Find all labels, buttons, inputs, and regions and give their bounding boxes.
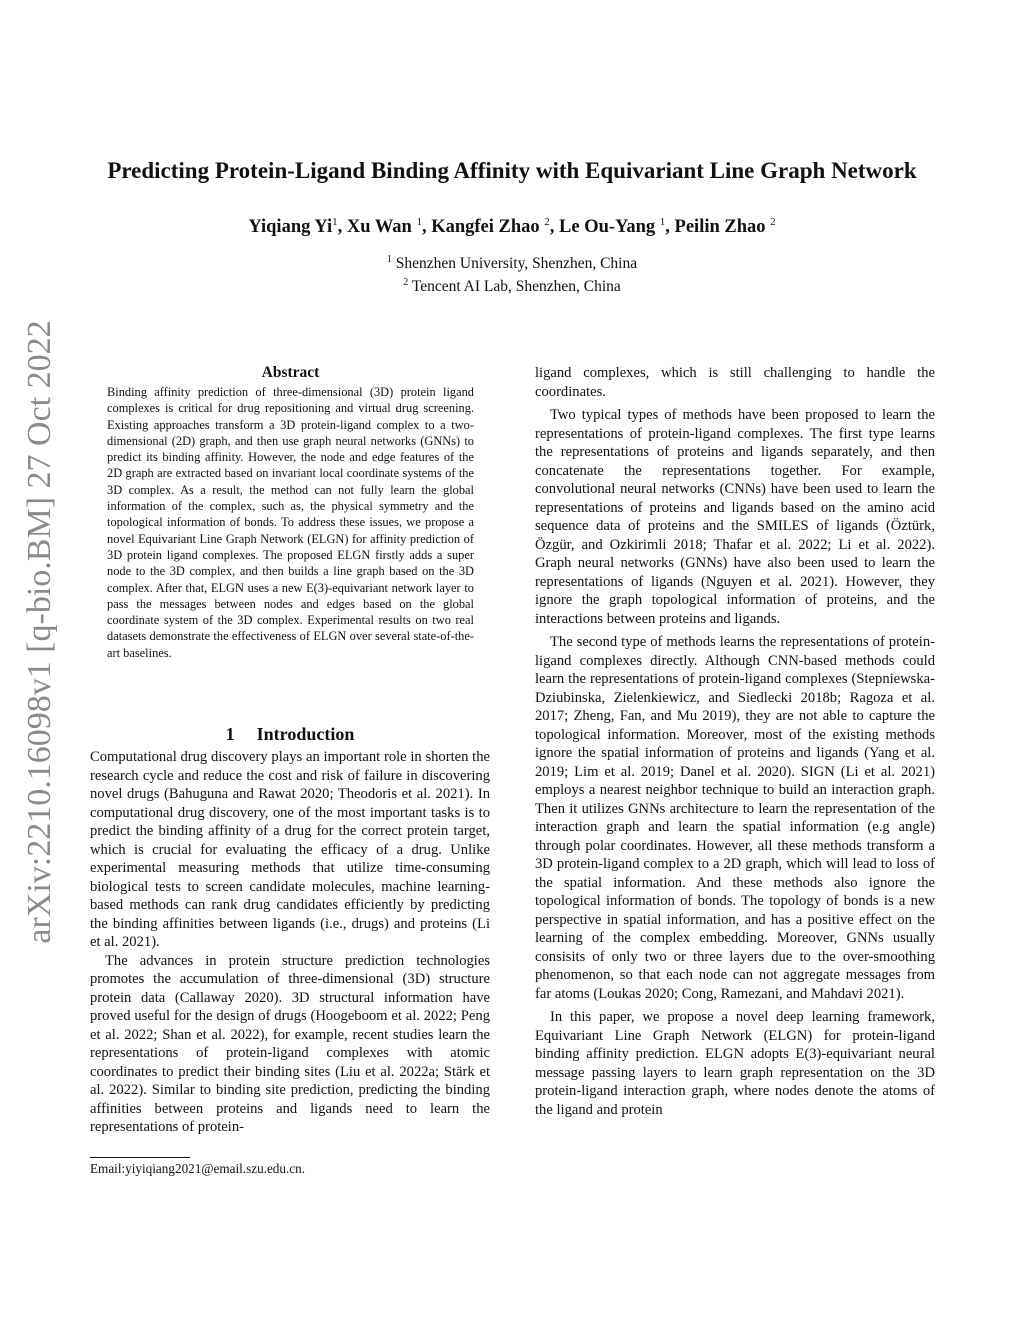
- section-number: 1: [225, 724, 235, 744]
- footnote-email: Email:yiyiqiang2021@email.szu.edu.cn.: [90, 1161, 306, 1176]
- body-paragraph: Two typical types of methods have been proposed to learn the representations of protein-ligand complexes. The first type learns the representations of proteins and ligands separately, and then concatenate the representations together. For example, convolutional neural networks (CNNs) have been used to learn the representations of proteins and ligands based on the amino acid sequence data of proteins and the SMILES of ligands (Öztürk, Özgür, and Ozkirimli 2018; Thafar et al. 2022; Li et al. 2022). Graph neural networks (GNNs) have also been used to learn the representations of ligands (Nguyen et al. 2021). However, they ignore the graph topological information of proteins, and the interactions between proteins and ligands.: [535, 407, 935, 627]
- body-paragraph: The advances in protein structure prediction technologies promotes the accumulation of three-dimensional (3D) structure protein data (Callaway 2020). 3D structural information have proved useful for the design of drugs (Hoogeboom et al. 2022; Peng et al. 2022; Shan et al. 2022), for example, recent studies learn the representations of protein-ligand complexes with atomic coordinates to predict their binding sites (Liu et al. 2022a; Stärk et al. 2022). Similar to binding site prediction, predicting the binding affinities between proteins and ligands need to learn the representations of protein-: [90, 952, 490, 1135]
- author-list: Yiqiang Yi$^1$, Xu Wan $^1$, Kangfei Zhao $^2$, Le Ou-Yang $^1$, Peilin Zhao $^2$: [248, 216, 776, 238]
- author-name: Peilin Zhao: [674, 217, 766, 238]
- arxiv-identifier[interactable]: arXiv:2210.16098v1 [q-bio.BM] 27 Oct 2022: [21, 320, 58, 944]
- author-affiliation-mark: 1: [332, 216, 338, 228]
- author-affiliation-mark: 1: [416, 216, 422, 228]
- author-name: Kangfei Zhao: [431, 217, 540, 238]
- body-paragraph: ligand complexes, which is still challenging to handle the coordinates.: [535, 365, 935, 400]
- affiliation-text: Shenzhen University, Shenzhen, China: [395, 255, 638, 273]
- author-affiliation-mark: 2: [770, 216, 776, 228]
- body-paragraph: The second type of methods learns the representations of protein-ligand complexes directly. Although CNN-based methods could learn the representations of protein-ligand complexes (Stepniewska-Dziubinska, Zielenkiewicz, and Siedlecki 2018b; Ragoza et al. 2017; Zheng, Fan, and Mu 2019), they are not able to capture the topological information. Moreover, most of the existing methods ignore the spatial information of proteins and ligands (Yang et al. 2019; Lim et al. 2019; Danel et al. 2020). SIGN (Li et al. 2021) employs a nearest neighbor technique to build an interaction graph. Then it utilizes GNNs architecture to learn the representation of the interaction graph and learn the spatial information (e.g angle) through polar coordinates. However, all these methods transform a 3D protein-ligand complex to a 2D graph, which will lead to loss of the spatial information. And these methods also ignore the topological information of bonds. The topology of bonds is a new perspective in spatial information, and has a positive effect on the learning of the complex embedding. Moreover, GNNs usually consisits of only two or three layers due to the over-smoothing phenomenon, so that each node can not aggregate messages from far atoms (Loukas 2020; Cong, Ramezani, and Mahdavi 2021).: [535, 634, 935, 1002]
- abstract-text: Binding affinity prediction of three-dimensional (3D) protein ligand complexes is critical for drug repositioning and virtual drug screening. Existing approaches transform a 3D protein-ligand complex to a two-dimensional (2D) graph, and then use graph neural networks (GNNs) to predict its binding affinity. However, the node and edge features of the 2D graph are extracted based on invariant local coordinate systems of the 3D complex. As a result, the method can not fully learn the global information of the complex, such as, the physical symmetry and the topological information of bonds. To address these issues, we propose a novel Equivariant Line Graph Network (ELGN) for affinity prediction of 3D protein ligand complexes. The proposed ELGN firstly adds a super node to the 3D complex, and then builds a line graph based on the 3D complex. After that, ELGN uses a new E(3)-equivariant network layer to pass the messages between nodes and edges based on the global coordinate system of the 3D complex. Experimental results on two real datasets demonstrate the effectiveness of ELGN over several state-of-the-art baselines.: [107, 385, 474, 660]
- affiliation-number: 2: [403, 277, 409, 289]
- affiliation-text: Tencent AI Lab, Shenzhen, China: [411, 278, 621, 296]
- author-affiliation-mark: 1: [659, 216, 666, 228]
- introduction-right-column: [535, 364, 935, 1124]
- author-name: Yiqiang Yi: [248, 217, 333, 238]
- body-paragraph: In this paper, we propose a novel deep learning framework, Equivariant Line Graph Network (ELGN) for protein-ligand binding affinity prediction. ELGN adopts E(3)-equivariant neural message passing layers to learn graph representation on the 3D protein-ligand interaction graph, where nodes denote the atoms of the ligand and protein: [535, 1009, 935, 1118]
- footnote-rule: [90, 1157, 190, 1158]
- affiliation-line: [0, 250, 1024, 273]
- paper-title: Predicting Protein-Ligand Binding Affinity with Equivariant Line Graph Network: [107, 158, 917, 183]
- introduction-left-column: [90, 724, 490, 1137]
- author-affiliation-mark: 2: [544, 216, 550, 228]
- abstract-section: [107, 364, 474, 661]
- body-paragraph: Computational drug discovery plays an important role in shorten the research cycle and reduce the cost and risk of failure in discovering novel drugs (Bahuguna and Rawat 2020; Theodoris et al. 2021). In computational drug discovery, one of the most important tasks is to predict the binding affinity of a drug for the correct protein target, which is crucial for evaluating the efficacy of a drug. Unlike experimental measuring methods that utilize time-consuming biological tests to screen candidate molecules, machine learning-based methods can rank drug candidates efficiently by predicting the binding affinities between ligands (i.e., drugs) and proteins (Li et al. 2021).: [90, 749, 490, 950]
- affiliation-number: 1: [386, 254, 392, 265]
- arxiv-stamp: [0, 0, 60, 1325]
- affiliation-line: [0, 273, 1024, 296]
- introduction-heading: [90, 724, 490, 745]
- author-name: Le Ou-Yang: [559, 217, 656, 238]
- affiliation-list: [0, 250, 1024, 296]
- author-name: Xu Wan: [346, 217, 412, 238]
- section-title: Introduction: [256, 724, 355, 744]
- abstract-heading: Abstract: [261, 364, 320, 381]
